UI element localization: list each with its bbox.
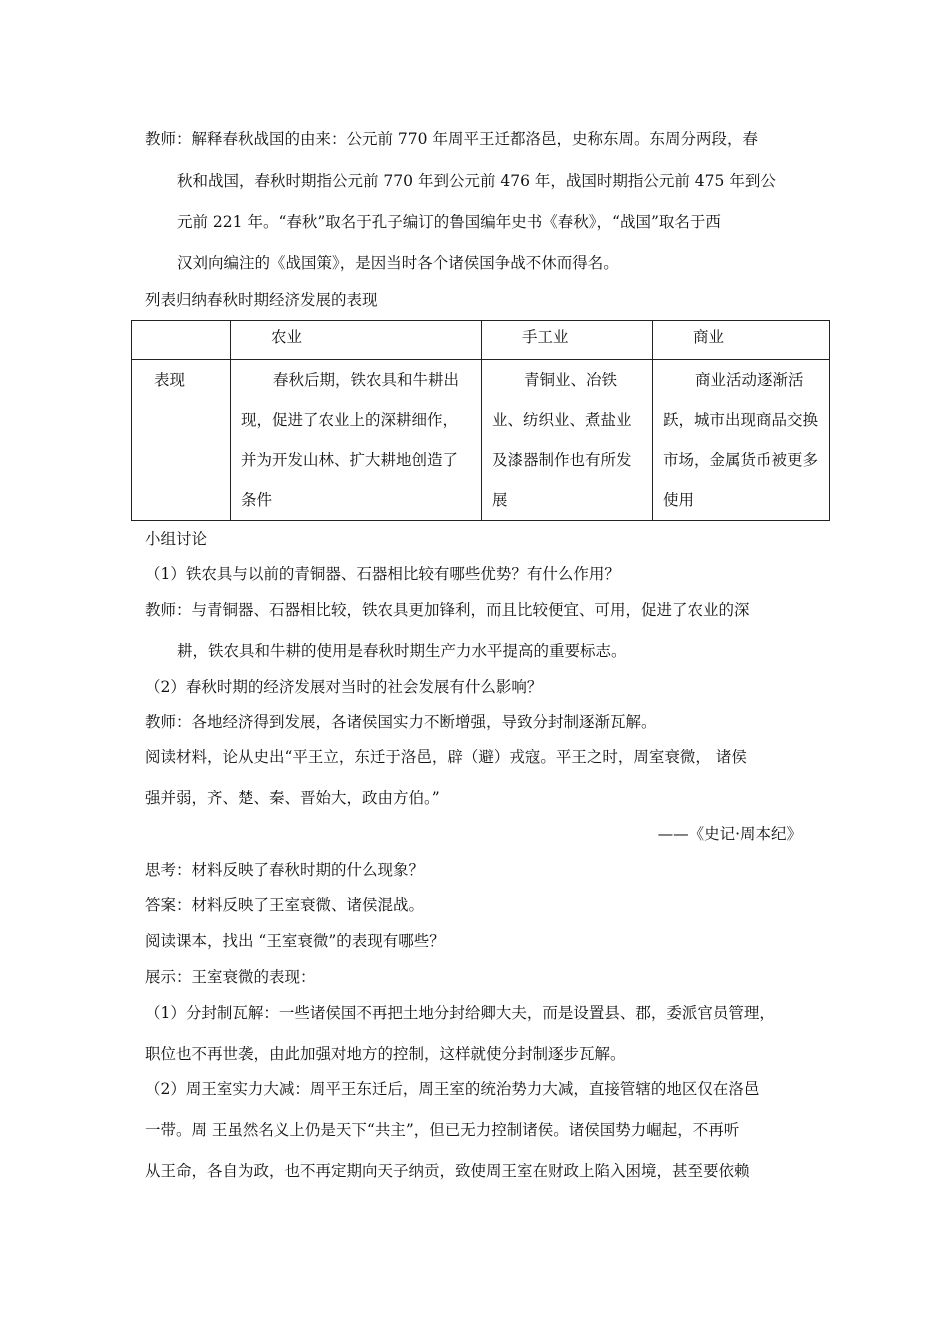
question-1: （1）铁农具与以前的青铜器、石器相比较有哪些优势？有什么作用？ [145,565,620,583]
intro-line-4: 汉刘向编注的《战国策》，是因当时各个诸侯国争战不休而得名。 [177,254,619,272]
row-label: 表现 [132,360,231,521]
reading-line-1: 阅读材料，论从史出“平王立，东迁于洛邑，辟（避）戎寇。平王之时，周室衰微， 诸侯 [145,748,747,766]
intro-line-1: 教师：解释春秋战国的由来：公元前 770 年周平王迁都洛邑，史称东周。东周分两段，春 [145,130,758,148]
point-2-line-1: （2）周王室实力大减：周平王东迁后，周王室的统治势力大减，直接管辖的地区仅在洛邑 [145,1080,760,1098]
question-2: （2）春秋时期的经济发展对当时的社会发展有什么影响？ [145,678,543,696]
cell-handicraft: 青铜业、冶铁业、纺织业、煮盐业及漆器制作也有所发展 [482,360,653,521]
header-empty [132,321,231,360]
answer-2: 教师：各地经济得到发展，各诸侯国实力不断增强，导致分封制逐渐瓦解。 [145,713,657,731]
header-commerce: 商业 [653,321,830,360]
reading-line-2: 强并弱，齐、楚、秦、晋始大，政由方伯。” [145,789,440,807]
intro-line-3: 元前 221 年。“春秋”取名于孔子编订的鲁国编年史书《春秋》，“战国”取名于西 [177,213,721,231]
cell-commerce: 商业活动逐渐活跃，城市出现商品交换市场，金属货币被更多使用 [653,360,830,521]
point-2-line-3: 从王命，各自为政，也不再定期向天子纳贡，致使周王室在财政上陷入困境，甚至要依赖 [145,1162,750,1180]
show-heading: 展示：王室衰微的表现： [145,968,316,986]
table-caption: 列表归纳春秋时期经济发展的表现 [145,291,378,309]
table-header-row [132,321,830,360]
economy-table [131,320,830,521]
header-agriculture: 农业 [231,321,482,360]
table-row [132,360,830,521]
reading-task: 阅读课本，找出 “王室衰微”的表现有哪些？ [145,932,445,950]
intro-line-2: 秋和战国，春秋时期指公元前 770 年到公元前 476 年，战国时期指公元前 475 年到公 [177,172,776,190]
header-handicraft: 手工业 [482,321,653,360]
think-question: 思考：材料反映了春秋时期的什么现象？ [145,861,425,879]
think-answer: 答案：材料反映了王室衰微、诸侯混战。 [145,896,425,914]
cell-agriculture: 春秋后期，铁农具和牛耕出现，促进了农业上的深耕细作，并为开发山林、扩大耕地创造了条件 [231,360,482,521]
reading-source: ——《史记·周本纪》 [657,825,802,843]
point-1-line-2: 职位也不再世袭，由此加强对地方的控制，这样就使分封制逐步瓦解。 [145,1045,626,1063]
answer-1-line-2: 耕，铁农具和牛耕的使用是春秋时期生产力水平提高的重要标志。 [177,642,627,660]
point-2-line-2: 一带。周 王虽然名义上仍是天下“共主”，但已无力控制诸侯。诸侯国势力崛起，不再听 [145,1121,740,1139]
answer-1-line-1: 教师：与青铜器、石器相比较，铁农具更加锋利，而且比较便宜、可用，促进了农业的深 [145,601,750,619]
discussion-title: 小组讨论 [145,530,208,548]
point-1-line-1: （1）分封制瓦解：一些诸侯国不再把土地分封给卿大夫，而是设置县、郡，委派官员管理， [145,1004,775,1022]
